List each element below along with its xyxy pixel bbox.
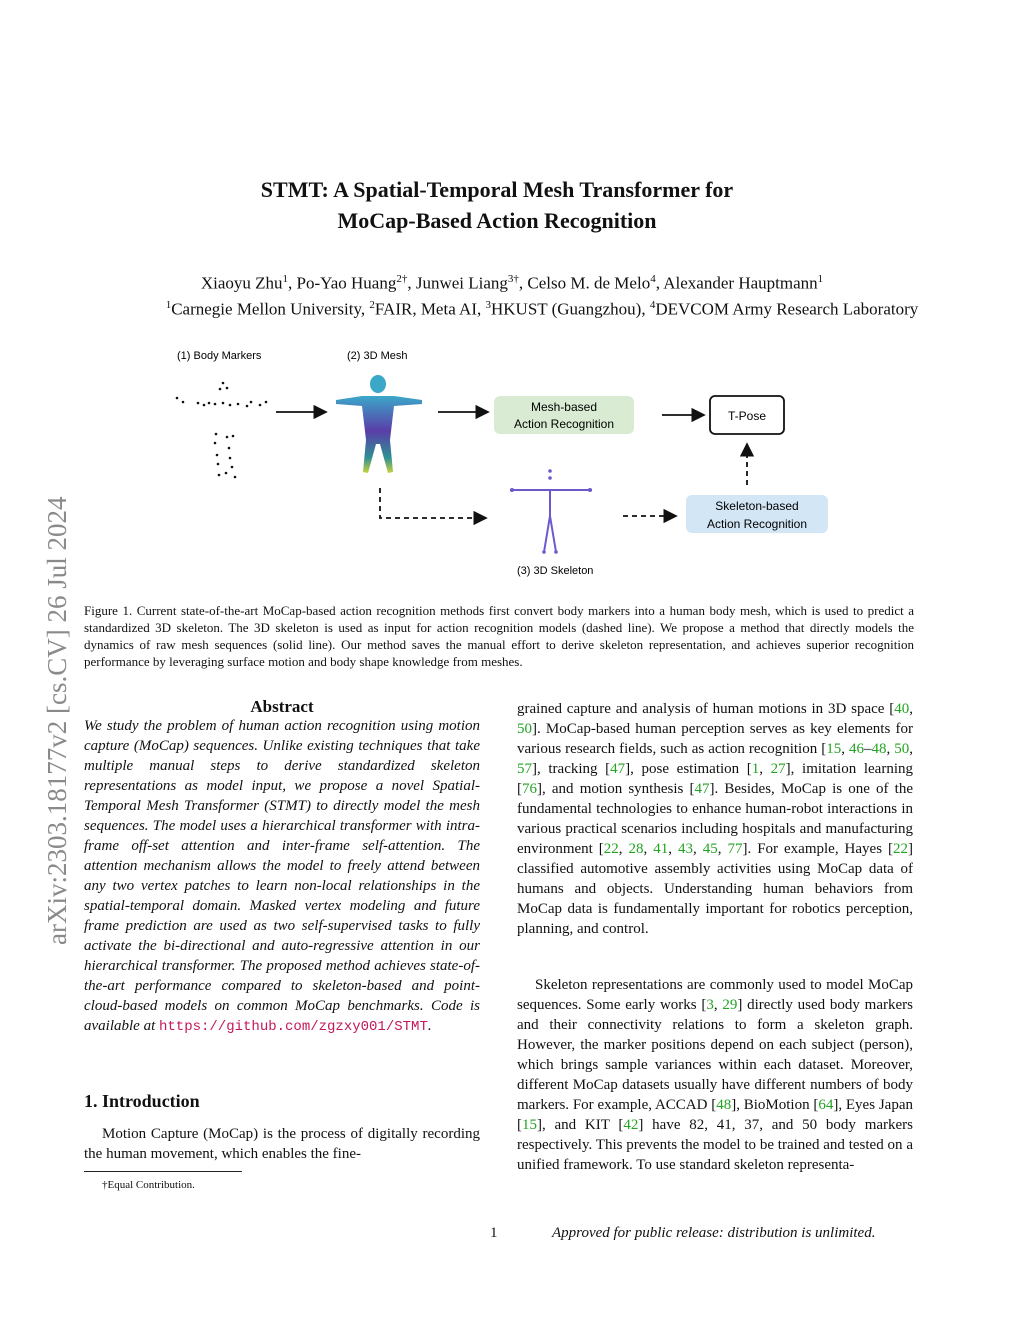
citation-link[interactable]: 64 (818, 1097, 834, 1113)
citation-link[interactable]: 50 (894, 741, 910, 757)
citation-link[interactable]: 57 (517, 761, 532, 777)
affiliation: Carnegie Mellon University (171, 299, 361, 319)
figure-1 (150, 340, 870, 585)
citation-link[interactable]: 42 (623, 1117, 639, 1133)
citation-link[interactable]: 1 (751, 761, 760, 777)
affiliation: HKUST (Guangzhou) (491, 299, 642, 319)
citation-link[interactable]: 47 (694, 781, 710, 797)
code-link[interactable]: https://github.com/zgzxy001/STMT (159, 1019, 428, 1035)
citation-link[interactable]: 46 (849, 741, 864, 757)
citation-link[interactable]: 15 (826, 741, 842, 757)
paper-title (120, 174, 874, 236)
t-pose-label: T-Pose (727, 409, 767, 423)
right-paragraph-1: grained capture and analysis of human motions in 3D space [40, 50]. MoCap-based human perception serves as key elements for various research fields, such as action recognition [15, 46–48, 50, 57], tracking [47], pose estimation [1, 27], imitation learning [76], and motion synthesis [47]. Besides, MoCap is one of the fundamental technologies to enhance human-robot interactions in various practical scenarios including hospitals and manufacturing environment [22, 28, 41, 43, 45, 77]. For example, Hayes [22] classified automotive assembly activities using MoCap data of humans and objects. Understanding human behaviors from MoCap data is fundamentally important for robotics perception, planning, and control. (517, 701, 914, 937)
author-list: Xiaoyu Zhu$^1$, Po-Yao Huang$^{2\dagger}$, Junwei Liang$^{3\dagger}$, Celso M. de Melo$^4$, Alexander Hauptmann$^1$ (200, 273, 824, 293)
citation-link[interactable]: 77 (727, 841, 743, 857)
3d-mesh-figure (336, 375, 422, 473)
author: Xiaoyu Zhu (200, 273, 283, 293)
label-3d-skeleton: (3) 3D Skeleton (517, 565, 594, 577)
footnote: †Equal Contribution. (102, 1179, 195, 1191)
affiliation: FAIR, Meta AI (374, 299, 477, 319)
mesh-box-line-1: Mesh-based (530, 400, 598, 414)
citation-link[interactable]: 27 (770, 761, 786, 777)
citation-link[interactable]: 40 (894, 701, 910, 717)
abstract-heading: Abstract (250, 697, 314, 716)
citation-link[interactable]: 48 (716, 1097, 732, 1113)
approval-note: Approved for public release: distribution is unlimited. (552, 1225, 876, 1241)
mesh-box-line-2: Action Recognition (513, 417, 615, 431)
citation-link[interactable]: 29 (722, 997, 738, 1013)
citation-link[interactable]: 43 (678, 841, 693, 857)
citation-link[interactable]: 28 (628, 841, 644, 857)
abstract-body: We study the problem of human action recognition using motion capture (MoCap) sequences. Unlike existing techniques that take multiple manual steps to derive standardized skeleton representations as model input, we propose a novel Spatial-Temporal Mesh Transformer (STMT) to directly model the mesh sequences. The model uses a hierarchical transformer with intra-frame off-set attention and inter-frame self-attention. The attention mechanism allows the model to freely attend between any two vertex patches to learn non-local relationships in the spatial-temporal domain. Masked vertex modeling and future frame prediction are used as two self-supervised tasks to fully activate the bi-directional and auto-regressive attention in our hierarchical transformer. The proposed method achieves state-of-the-art performance compared to skeleton-based and point-cloud-based models on common MoCap benchmarks. Code is available at https://github.com/zgzxy001/STMT. (84, 718, 480, 1035)
figure-caption: Figure 1. Current state-of-the-art MoCap-based action recognition methods first convert body markers into a human body mesh, which is used to predict a standardized 3D skeleton. The 3D skeleton is used as input for action recognition models (dashed line). We propose a method that directly models the dynamics of raw mesh sequences (solid line). Our method saves the manual effort to derive skeleton representation, and achieves superior recognition performance by leveraging surface motion and body shape knowledge from meshes. (84, 603, 914, 669)
author: Po-Yao Huang (296, 273, 397, 293)
citation-link[interactable]: 22 (603, 841, 619, 857)
abstract-text: We study the problem of human action recognition using motion capture (MoCap) sequences. Unlike existing techniques that take multiple manual steps to derive standardized skeleton representations as model input, we propose a novel Spatial-Temporal Mesh Transformer (STMT) to directly model the mesh sequences. The model uses a hierarchical transformer with intra-frame off-set attention and inter-frame self-attention. The attention mechanism allows the model to freely attend between any two vertex patches to learn non-local relationships in the spatial-temporal domain. Masked vertex modeling and future frame prediction are used as two self-supervised tasks to fully activate the bi-directional and auto-regressive attention in our hierarchical transformer. The proposed method achieves state-of-the-art performance compared to skeleton-based and point-cloud-based models on common MoCap benchmarks. Code is available at (84, 718, 480, 1034)
right-paragraph-2: Skeleton representations are commonly used to model MoCap sequences. Some early works [3, 29] directly used body markers and their connectivity relations to form a skeleton graph. However, the marker positions depend on each subject (person), which brings sample variances within each dataset. Moreover, different MoCap datasets usually have different numbers of body markers. For example, ACCAD [48], BioMotion [64], Eyes Japan [15], and KIT [42] have 82, 41, 37, and 50 body markers respectively. This prevents the model to be trained and tested on a unified framework. To use standard skeleton representa- (517, 977, 914, 1173)
citation-link[interactable]: 76 (522, 781, 537, 797)
author: Alexander Hauptmann (663, 273, 818, 293)
body-markers-icon (176, 382, 268, 479)
author: Junwei Liang (415, 273, 508, 293)
citation-link[interactable]: 48 (871, 741, 887, 757)
intro-paragraph: Motion Capture (MoCap) is the process of digitally recording the human movement, which enables the fine- (84, 1126, 480, 1162)
author: Celso M. de Melo (527, 273, 651, 293)
title-line-1: STMT: A Spatial-Temporal Mesh Transformer for (260, 177, 734, 202)
affiliation: DEVCOM Army Research Laboratory (655, 299, 919, 319)
arxiv-id: arXiv:2303.18177v2 [cs.CV] 26 Jul 2024 (42, 496, 72, 945)
section-heading-introduction: 1. Introduction (84, 1091, 200, 1111)
citation-link[interactable]: 41 (653, 841, 669, 857)
title-line-2: MoCap-Based Action Recognition (337, 208, 657, 233)
label-body-markers: (1) Body Markers (177, 350, 262, 362)
affiliation-list: $^1$Carnegie Mellon University, $^2$FAIR, Meta AI, $^3$HKUST (Guangzhou), $^4$DEVCOM Army Research Laboratory (165, 299, 919, 319)
footnote-rule (84, 1171, 242, 1172)
skel-box-line-2: Action Recognition (706, 517, 808, 531)
citation-link[interactable]: 50 (517, 721, 532, 737)
3d-skeleton-figure (510, 469, 592, 554)
label-3d-mesh: (2) 3D Mesh (347, 350, 408, 362)
citation-link[interactable]: 22 (893, 841, 909, 857)
skel-box-line-1: Skeleton-based (715, 499, 799, 513)
citation-link[interactable]: 45 (702, 841, 718, 857)
citation-link[interactable]: 47 (610, 761, 626, 777)
page-number: 1 (490, 1225, 498, 1241)
citation-link[interactable]: 3 (706, 997, 714, 1013)
citation-link[interactable]: 15 (522, 1117, 537, 1133)
